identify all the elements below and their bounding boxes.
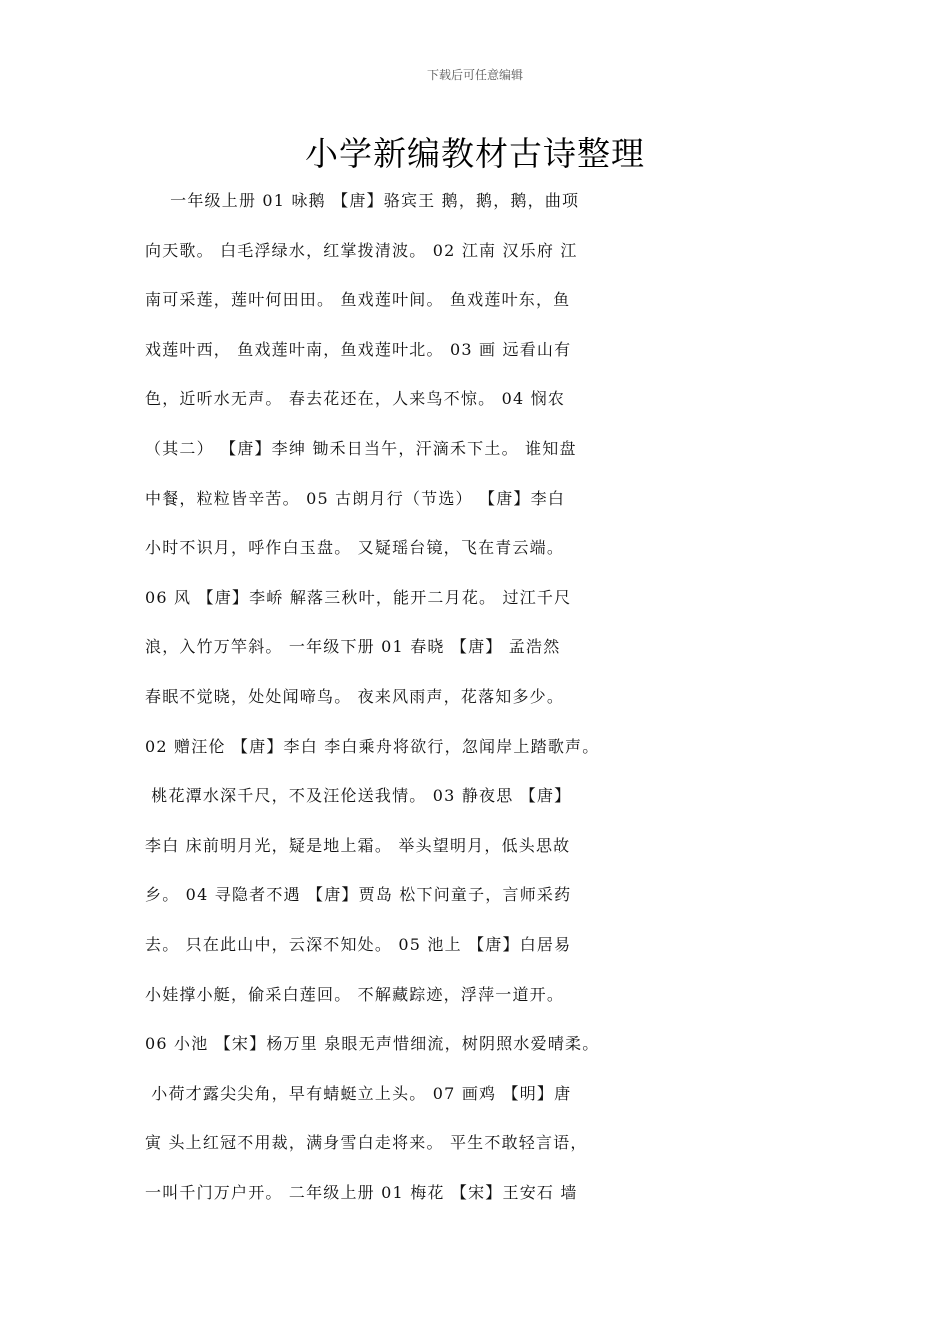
text-line: 小娃撑小艇，偷采白莲回。 不解藏踪迹，浮萍一道开。	[145, 984, 565, 1004]
text-line: 戏莲叶西， 鱼戏莲叶南，鱼戏莲叶北。 03 画 远看山有	[145, 339, 572, 359]
text-line: 李白 床前明月光，疑是地上霜。 举头望明月，低头思故	[145, 835, 571, 855]
text-line: 乡。 04 寻隐者不遇 【唐】贾岛 松下问童子，言师采药	[145, 885, 572, 905]
text-line: 色，近听水无声。 春去花还在，人来鸟不惊。 04 悯农	[145, 389, 566, 409]
text-line: 春眠不觉晓，处处闻啼鸟。 夜来风雨声，花落知多少。	[145, 686, 565, 706]
text-line: 06 小池 【宋】杨万里 泉眼无声惜细流，树阴照水爱晴柔。	[145, 1034, 600, 1054]
text-line: 02 赠汪伦 【唐】李白 李白乘舟将欲行，忽闻岸上踏歌声。	[145, 736, 600, 756]
text-line: 寅 头上红冠不用裁，满身雪白走将来。 平生不敢轻言语，	[145, 1133, 588, 1153]
text-line: 一年级上册 01 咏鹅 【唐】骆宾王 鹅，鹅，鹅，曲项	[145, 191, 580, 210]
text-line: 06 风 【唐】李峤 解落三秋叶，能开二月花。 过江千尺	[145, 587, 572, 607]
body-text	[145, 176, 845, 1217]
text-line: 小时不识月，呼作白玉盘。 又疑瑶台镜，飞在青云端。	[145, 538, 565, 558]
text-line: 浪，入竹万竿斜。 一年级下册 01 春晓 【唐】 孟浩然	[145, 637, 561, 657]
text-line: 去。 只在此山中，云深不知处。 05 池上 【唐】白居易	[145, 934, 572, 954]
text-line: 小荷才露尖尖角，早有蜻蜓立上头。 07 画鸡 【明】唐	[145, 1083, 572, 1103]
page-title: 小学新编教材古诗整理	[305, 134, 645, 173]
text-line: 向天歌。 白毛浮绿水，红掌拨清波。 02 江南 汉乐府 江	[145, 240, 578, 260]
text-line: 桃花潭水深千尺，不及汪伦送我情。 03 静夜思 【唐】	[145, 786, 572, 806]
text-line: 南可采莲，莲叶何田田。 鱼戏莲叶间。 鱼戏莲叶东，鱼	[145, 290, 571, 310]
header-note: 下载后可任意编辑	[426, 68, 523, 82]
text-line: （其二） 【唐】李绅 锄禾日当午，汗滴禾下土。 谁知盘	[145, 438, 577, 458]
text-line: 中餐，粒粒皆辛苦。 05 古朗月行（节选） 【唐】李白	[145, 488, 566, 508]
text-line: 一叫千门万户开。 二年级上册 01 梅花 【宋】王安石 墙	[145, 1182, 578, 1202]
